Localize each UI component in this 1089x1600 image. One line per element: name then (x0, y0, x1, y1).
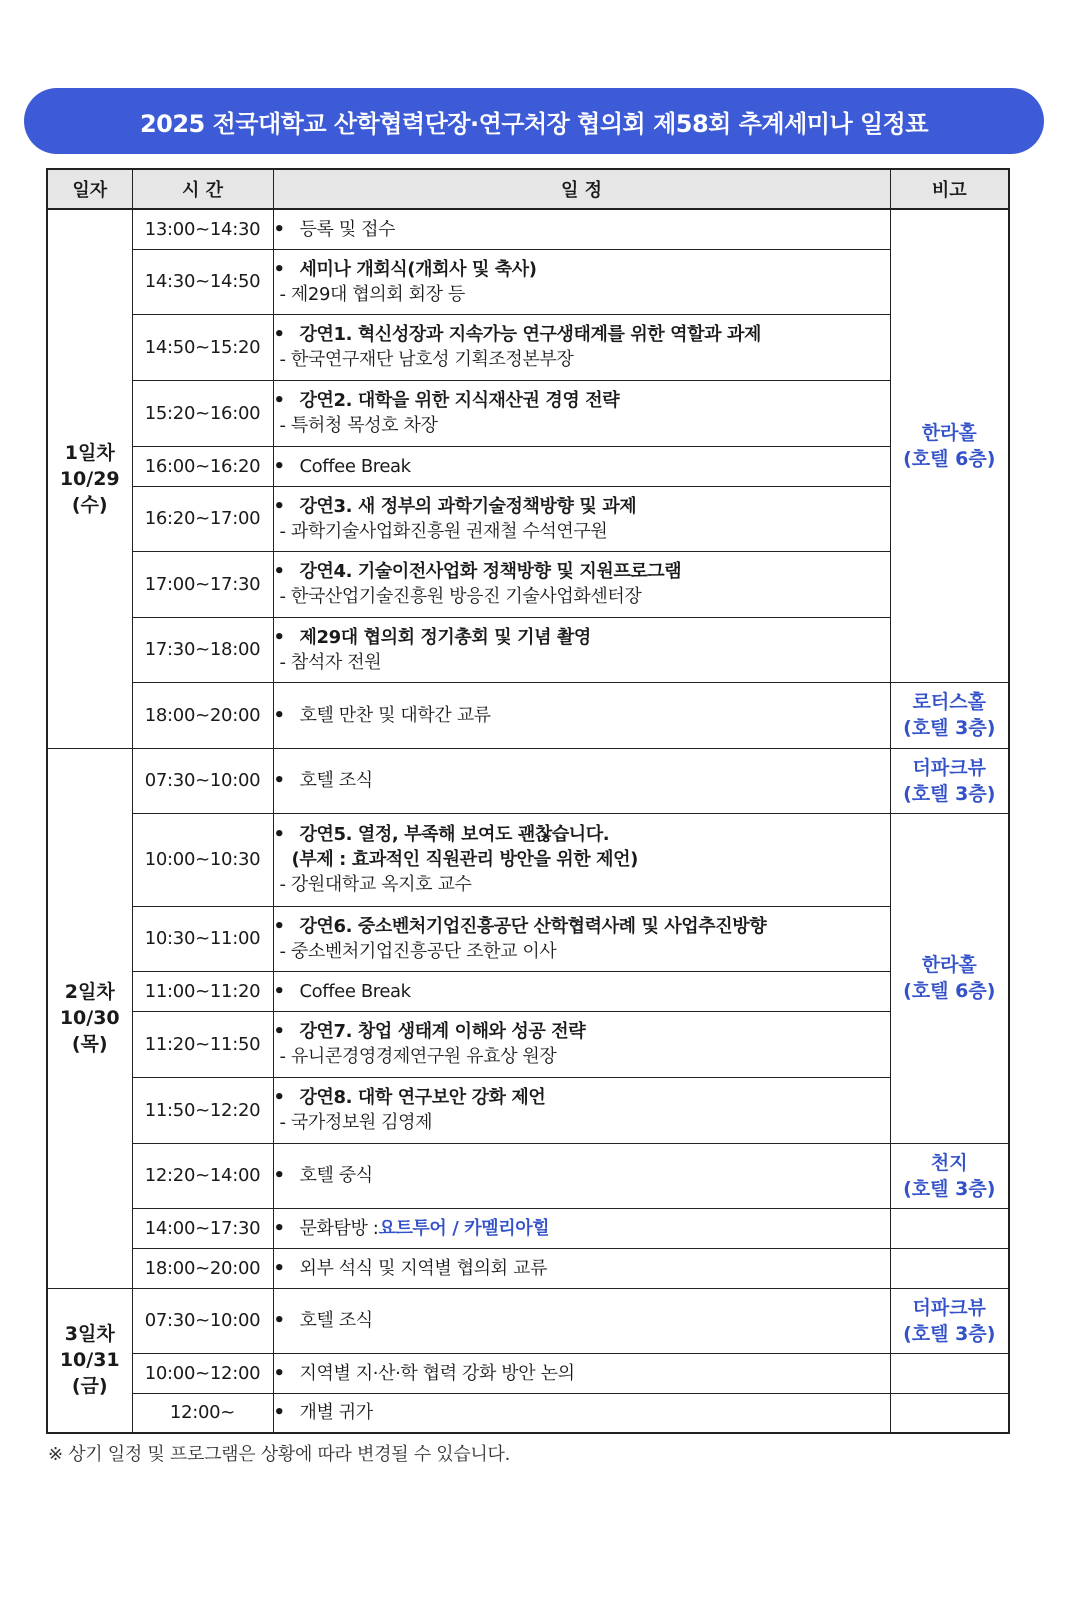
bullet: • (273, 324, 285, 345)
time-cell: 16:00~16:20 (132, 446, 273, 486)
event-title: 외부 석식 및 지역별 협의회 교류 (299, 1257, 547, 1279)
bullet: • (273, 1257, 285, 1279)
table-row (47, 551, 1009, 617)
table-row (47, 1288, 1009, 1353)
event-cell (273, 1077, 890, 1143)
event-cell (273, 813, 890, 906)
event-title: 호텔 중식 (299, 1165, 373, 1186)
table-row (47, 1077, 1009, 1143)
venue-floor: (호텔 3층) (903, 1177, 996, 1200)
title-banner (24, 88, 1044, 154)
header-time: 시 간 (132, 169, 273, 209)
venue-floor: (호텔 3층) (903, 717, 996, 739)
event-cell (273, 1011, 890, 1077)
time-cell: 11:20~11:50 (132, 1011, 273, 1077)
day-label: 1일차 (64, 441, 115, 464)
event-title: 강연4. 기술이전사업화 정책방향 및 지원프로그램 (299, 561, 682, 582)
event-cell (273, 209, 890, 249)
table-row (47, 249, 1009, 314)
empty-note (890, 1393, 1009, 1433)
event-title: 강연8. 대학 연구보안 강화 제언 (299, 1087, 546, 1108)
event-cell (273, 748, 890, 813)
event-title: 문화탐방 : (299, 1217, 379, 1239)
bullet: • (273, 390, 285, 411)
table-row (47, 813, 1009, 906)
day-cell (47, 1288, 132, 1433)
event-speaker: - 국가정보원 김영제 (279, 1112, 433, 1133)
event-title: 호텔 조식 (299, 1310, 373, 1331)
venue-note (890, 748, 1009, 813)
event-cell (273, 1393, 890, 1433)
time-cell: 13:00~14:30 (132, 209, 273, 249)
event-cell (273, 486, 890, 551)
venue-name: 한라홀 (921, 421, 977, 444)
header-row (47, 169, 1009, 209)
event-title: 강연6. 중소벤처기업진흥공단 산학협력사례 및 사업추진방향 (299, 915, 767, 937)
time-cell: 17:30~18:00 (132, 617, 273, 682)
event-speaker: - 제29대 협의회 회장 등 (279, 283, 465, 305)
time-cell: 18:00~20:00 (132, 682, 273, 748)
venue-note (890, 682, 1009, 748)
event-speaker: - 강원대학교 옥지호 교수 (279, 874, 472, 895)
time-cell: 14:30~14:50 (132, 249, 273, 314)
time-cell: 18:00~20:00 (132, 1248, 273, 1288)
venue-floor: (호텔 3층) (903, 782, 996, 805)
bullet: • (273, 1362, 285, 1384)
time-cell: 12:00~ (132, 1393, 273, 1433)
bullet: • (273, 218, 285, 240)
day-weekday: (목) (71, 1033, 108, 1055)
event-speaker: - 참석자 전원 (279, 651, 382, 673)
table-row (47, 617, 1009, 682)
time-cell: 10:30~11:00 (132, 906, 273, 971)
venue-note (890, 1288, 1009, 1353)
venue-note (890, 813, 1009, 1143)
bullet: • (273, 1217, 285, 1239)
time-cell: 11:50~12:20 (132, 1077, 273, 1143)
event-cell (273, 249, 890, 314)
day-label: 2일차 (64, 981, 115, 1003)
event-cell (273, 314, 890, 380)
table-row (47, 209, 1009, 249)
day-cell (47, 748, 132, 1288)
table-row (47, 486, 1009, 551)
bullet: • (273, 704, 285, 726)
event-speaker: - 특허청 목성호 차장 (279, 415, 438, 436)
table-row (47, 1208, 1009, 1248)
day-weekday: (수) (71, 493, 108, 516)
schedule-table (46, 168, 1010, 1434)
day-label: 3일차 (64, 1323, 115, 1346)
bullet: • (273, 1087, 285, 1108)
table-row (47, 1011, 1009, 1077)
table-row (47, 1248, 1009, 1288)
page-title: 2025 전국대학교 산학협력단장·연구처장 협의회 제58회 추계세미나 일정표 (139, 109, 929, 138)
event-title: 강연2. 대학을 위한 지식재산권 경영 전략 (299, 390, 620, 411)
bullet: • (273, 824, 285, 845)
empty-note (890, 1353, 1009, 1393)
venue-name: 더파크뷰 (912, 756, 986, 779)
event-title: 강연7. 창업 생태계 이해와 성공 전략 (299, 1021, 586, 1042)
event-cell (273, 380, 890, 446)
time-cell: 17:00~17:30 (132, 551, 273, 617)
event-speaker: - 과학기술사업화진흥원 권재철 수석연구원 (279, 520, 608, 542)
event-cell (273, 682, 890, 748)
bullet: • (273, 1021, 285, 1042)
event-title: 강연5. 열정, 부족해 보여도 괜찮습니다. (299, 824, 610, 845)
day-cell (47, 209, 132, 748)
event-title: 등록 및 접수 (299, 218, 396, 240)
table-row (47, 748, 1009, 813)
header-event: 일 정 (273, 169, 890, 209)
empty-note (890, 1248, 1009, 1288)
bullet: • (273, 1402, 285, 1424)
venue-note (890, 209, 1009, 682)
event-title: 강연1. 혁신성장과 지속가능 연구생태계를 위한 역할과 과제 (299, 324, 761, 345)
event-title: 개별 귀가 (299, 1402, 373, 1424)
header-day: 일자 (47, 169, 132, 209)
bullet: • (273, 561, 285, 582)
table-row (47, 446, 1009, 486)
bullet: • (273, 626, 285, 648)
event-title: Coffee Break (299, 980, 411, 1002)
footnote: ※ 상기 일정 및 프로그램은 상황에 따라 변경될 수 있습니다. (48, 1444, 511, 1465)
empty-note (890, 1208, 1009, 1248)
time-cell: 14:50~15:20 (132, 314, 273, 380)
event-cell (273, 971, 890, 1011)
event-title: 호텔 조식 (299, 770, 373, 791)
event-cell (273, 551, 890, 617)
event-cell (273, 906, 890, 971)
bullet: • (273, 1165, 285, 1186)
event-title: 지역별 지·산·학 협력 강화 방안 논의 (299, 1362, 575, 1384)
venue-name: 로터스홀 (912, 691, 986, 713)
venue-floor: (호텔 6층) (903, 447, 996, 470)
table-row (47, 1393, 1009, 1433)
table-row (47, 682, 1009, 748)
header-note: 비고 (890, 169, 1009, 209)
bullet: • (273, 1310, 285, 1331)
bullet: • (273, 980, 285, 1002)
bullet: • (273, 495, 285, 517)
table-row (47, 1143, 1009, 1208)
bullet: • (273, 770, 285, 791)
event-title: 세미나 개회식(개회사 및 축사) (299, 258, 537, 280)
time-cell: 14:00~17:30 (132, 1208, 273, 1248)
time-cell: 15:20~16:00 (132, 380, 273, 446)
event-speaker: - 유니콘경영경제연구원 유효상 원장 (279, 1046, 557, 1067)
table-row (47, 380, 1009, 446)
event-subtitle: (부제 : 효과적인 직원관리 방안을 위한 제언) (291, 849, 638, 870)
event-title: 호텔 만찬 및 대학간 교류 (299, 704, 491, 726)
bullet: • (273, 915, 285, 937)
table-row (47, 971, 1009, 1011)
time-cell: 10:00~10:30 (132, 813, 273, 906)
event-cell (273, 1288, 890, 1353)
event-cell (273, 446, 890, 486)
time-cell: 12:20~14:00 (132, 1143, 273, 1208)
table-row (47, 906, 1009, 971)
day-date: 10/30 (59, 1007, 120, 1029)
time-cell: 07:30~10:00 (132, 748, 273, 813)
event-cell (273, 1353, 890, 1393)
venue-floor: (호텔 3층) (903, 1322, 996, 1345)
event-cell (273, 617, 890, 682)
day-weekday: (금) (71, 1375, 108, 1398)
event-speaker: - 중소벤처기업진흥공단 조한교 이사 (279, 940, 557, 962)
time-cell: 16:20~17:00 (132, 486, 273, 551)
table-row (47, 1353, 1009, 1393)
event-speaker: - 한국연구재단 남호성 기획조정본부장 (279, 349, 574, 370)
event-title: 강연3. 새 정부의 과학기술정책방향 및 과제 (299, 495, 637, 517)
venue-name: 한라홀 (921, 954, 977, 976)
event-cell (273, 1248, 890, 1288)
bullet: • (273, 258, 285, 280)
event-speaker: - 한국산업기술진흥원 방응진 기술사업화센터장 (279, 586, 642, 607)
venue-floor: (호텔 6층) (903, 980, 996, 1002)
time-cell: 11:00~11:20 (132, 971, 273, 1011)
table-row (47, 314, 1009, 380)
event-title: Coffee Break (299, 455, 411, 477)
bullet: • (273, 455, 285, 477)
event-cell (273, 1208, 890, 1248)
venue-name: 더파크뷰 (912, 1296, 986, 1319)
time-cell: 10:00~12:00 (132, 1353, 273, 1393)
time-cell: 07:30~10:00 (132, 1288, 273, 1353)
tour-highlight: 요트투어 / 카멜리아힐 (378, 1217, 550, 1239)
venue-note (890, 1143, 1009, 1208)
day-date: 10/31 (59, 1349, 120, 1372)
day-date: 10/29 (59, 467, 120, 490)
venue-name: 천지 (930, 1151, 968, 1174)
event-cell (273, 1143, 890, 1208)
event-title: 제29대 협의회 정기총회 및 기념 촬영 (299, 626, 591, 648)
